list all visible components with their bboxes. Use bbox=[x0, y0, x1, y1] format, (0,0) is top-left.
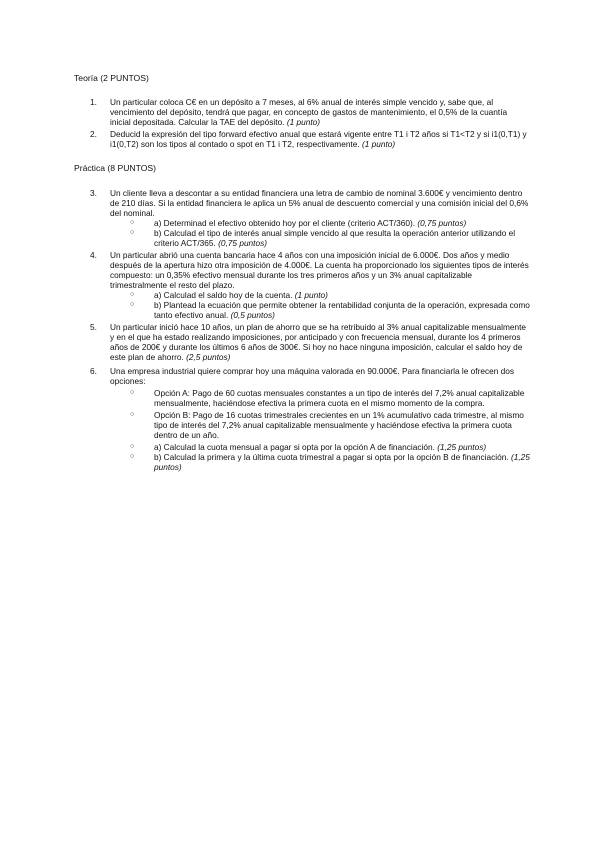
circle-bullet-icon: ○ bbox=[130, 453, 135, 460]
sub-question: ○ a) Determinad el efectivo obtenido hoy por el cliente (criterio ACT/360). (0,75 puntos) bbox=[130, 218, 467, 228]
question-number: 1. bbox=[90, 97, 97, 107]
question-3 bbox=[90, 188, 530, 248]
question-1 bbox=[90, 97, 530, 127]
question-5 bbox=[90, 322, 530, 362]
question-number: 2. bbox=[90, 129, 97, 139]
question-text: Una empresa industrial quiere comprar hoy una máquina valorada en 90.000€. Para financiarla le ofrecen dos opciones: bbox=[110, 366, 515, 386]
question-text: Un particular inició hace 10 años, un plan de ahorro que se ha retribuido al 3% anual capitalizable mensualmente y en el que ha estado realizando imposiciones, por anticipado y con frecuencia mensual, durante los 4 primeros años de 200€ y durante los últimos 6 años de 300€. Si hoy no hace ninguna imposición, calcular el saldo hoy de este plan de ahorro. bbox=[110, 322, 527, 362]
sub-question: ○ b) Calculad la primera y la última cuota trimestral a pagar si opta por la opción B de financiación. (1,25 puntos) bbox=[130, 452, 530, 472]
sub-question: ○ b) Plantead la ecuación que permite obtener la rentabilidad conjunta de la operación, expresada como tanto efectivo anual. (0,5 puntos) bbox=[130, 300, 530, 320]
sub-question: ○ a) Calculad la cuota mensual a pagar si opta por la opción A de financiación. (1,25 puntos) bbox=[130, 442, 487, 452]
question-text: Un cliente lleva a descontar a su entidad financiera una letra de cambio de nominal 3.600€ y vencimiento dentro de 210 días. Si la entidad financiera le aplica un 5% anual de descuento comercial y una comisión inicial del 0,6% del nominal. bbox=[110, 188, 529, 218]
circle-bullet-icon: ○ bbox=[130, 219, 135, 226]
option-b: ○ Opción B: Pago de 16 cuotas trimestrales crecientes en un 1% acumulativo cada trimestre, al mismo tipo de interés del 7,2% anual capitalizable mensualmente y haciéndose efectiva la primera cuota dentro de un año. bbox=[130, 410, 524, 440]
question-6 bbox=[90, 366, 530, 472]
sub-question: ○ b) Calculad el tipo de interés anual simple vencido al que resulta la operación anterior utilizando el criterio ACT/365. (0,75 puntos) bbox=[130, 228, 516, 248]
question-4 bbox=[90, 250, 530, 320]
sub-question: ○ a) Calculad el saldo hoy de la cuenta. (1 punto) bbox=[130, 290, 328, 300]
circle-bullet-icon: ○ bbox=[130, 443, 135, 450]
question-number: 4. bbox=[90, 250, 97, 260]
circle-bullet-icon: ○ bbox=[130, 389, 135, 396]
question-number: 6. bbox=[90, 366, 97, 376]
question-points: (1 punto) bbox=[286, 117, 321, 127]
circle-bullet-icon: ○ bbox=[130, 291, 135, 298]
question-2 bbox=[90, 129, 530, 149]
question-text: Deducid la expresión del tipo forward efectivo anual que estará vigente entre T1 i T2 años si T1<T2 y si i1(0,T1) y i1(0,T2) son los tipos al contado o spot en T1 i T2, respectivamente. bbox=[110, 129, 527, 149]
section-title-teoria: Teoría (2 PUNTOS) bbox=[74, 73, 149, 83]
option-a: ○ Opción A: Pago de 60 cuotas mensuales constantes a un tipo de interés del 7,2% anual capitalizable mensualmente, haciéndose efectiva la primera cuota en el mismo momento de la compra. bbox=[130, 388, 525, 408]
question-points: (1 punto) bbox=[361, 139, 396, 149]
circle-bullet-icon: ○ bbox=[130, 301, 135, 308]
question-points: (2,5 puntos) bbox=[186, 352, 231, 362]
question-number: 5. bbox=[90, 322, 97, 332]
question-text: Un particular abrió una cuenta bancaria hace 4 años con una imposición inicial de 6.000€. Dos años y medio después de la apertura hizo otra imposición de 4.000€. La cuenta ha proporcionado los siguientes tipos de interés compuesto: un 0,35% efectivo mensual durante los tres primeros años y un 3% anual capitalizable trimestralmente el resto del plazo. bbox=[110, 250, 529, 290]
circle-bullet-icon: ○ bbox=[130, 229, 135, 236]
question-text: Un particular coloca C€ en un depósito a 7 meses, al 6% anual de interés simple vencido y, sabe que, al vencimiento del depósito, tendrá que pagar, en concepto de gastos de mantenimiento, el 0,5% de la cuantía inicial depositada. Calcular la TAE del depósito. bbox=[110, 97, 508, 127]
circle-bullet-icon: ○ bbox=[130, 411, 135, 418]
section-title-practica: Práctica (8 PUNTOS) bbox=[74, 163, 156, 173]
question-number: 3. bbox=[90, 188, 97, 198]
